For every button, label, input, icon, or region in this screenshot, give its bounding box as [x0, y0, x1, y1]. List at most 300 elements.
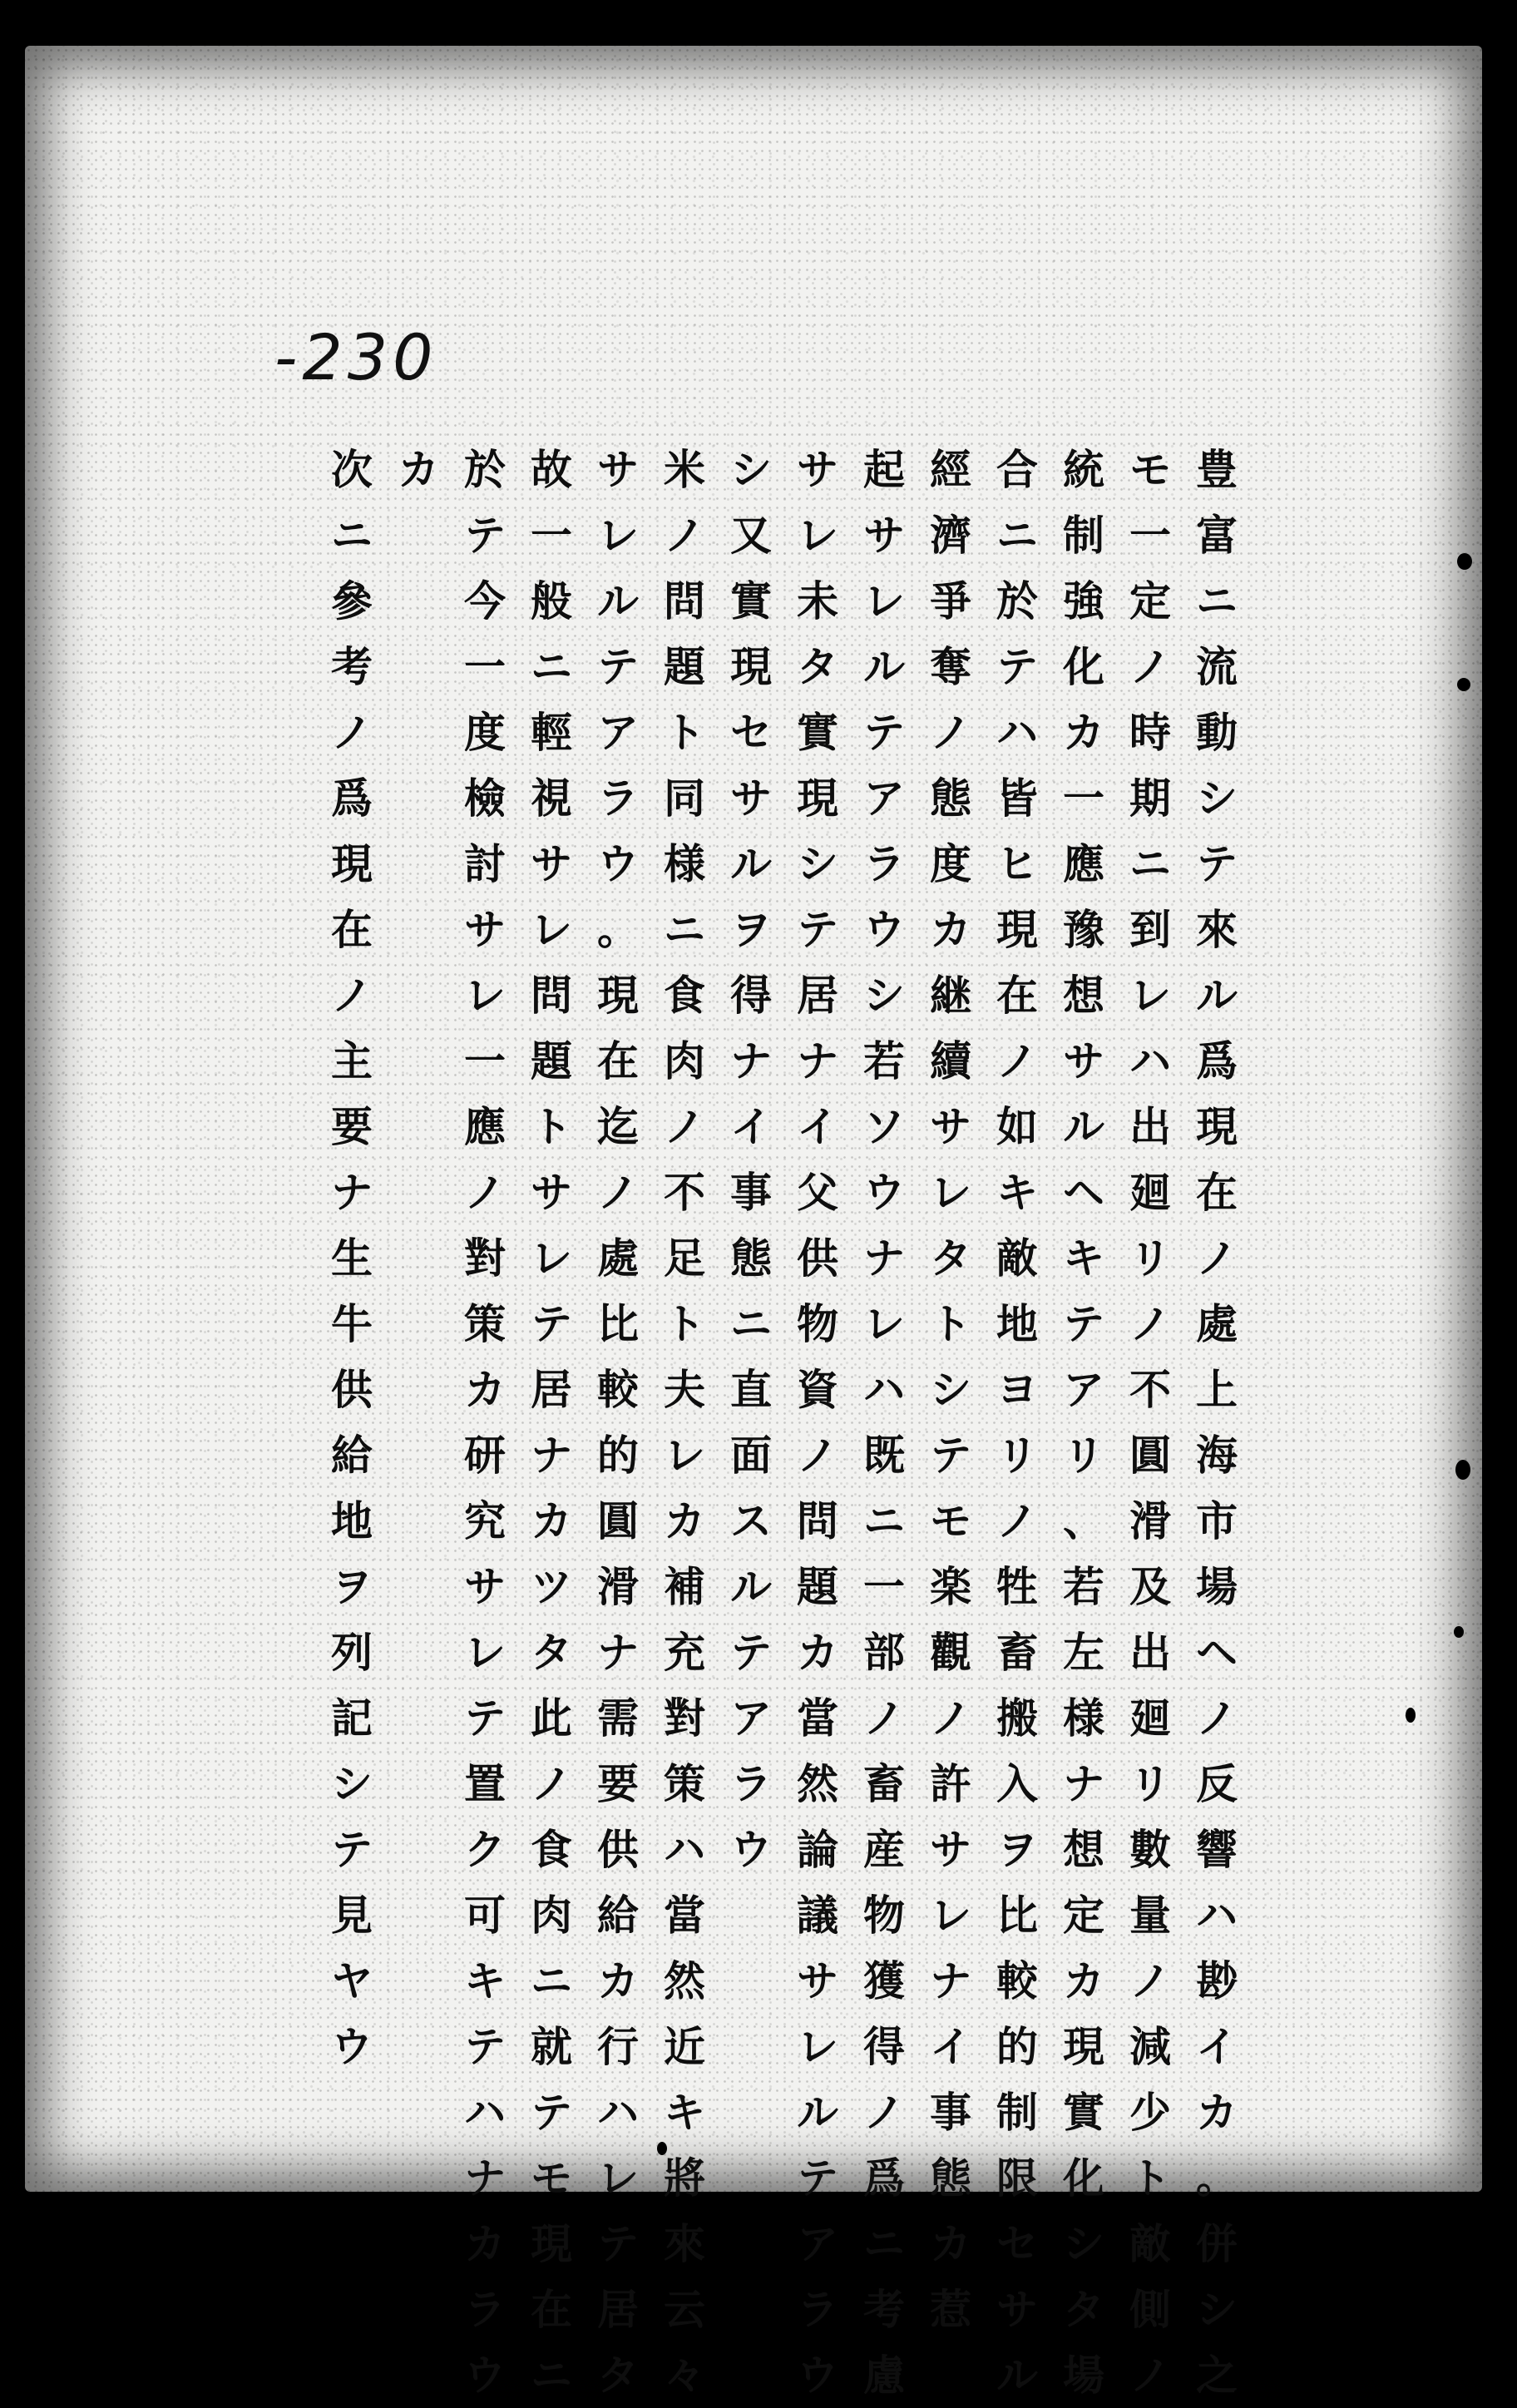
glyph: ル — [863, 642, 905, 691]
glyph: 在 — [996, 971, 1038, 1020]
glyph: ラ — [464, 2285, 506, 2334]
glyph: ル — [1063, 1102, 1104, 1151]
glyph: 少 — [1129, 2088, 1171, 2137]
glyph: カ — [1063, 708, 1104, 757]
glyph: ス — [730, 1496, 772, 1545]
glyph: 當 — [797, 1694, 838, 1743]
glyph: 次 — [331, 445, 373, 494]
glyph: 圓 — [597, 1496, 639, 1545]
glyph: シ — [331, 1759, 373, 1808]
glyph: カ — [930, 905, 971, 954]
glyph: ウ — [863, 1168, 905, 1217]
glyph: ナ — [531, 1431, 572, 1480]
glyph: サ — [797, 445, 838, 494]
glyph: 般 — [531, 576, 572, 625]
glyph: ヤ — [331, 1956, 373, 2005]
glyph: 一 — [531, 511, 572, 560]
glyph: 此 — [531, 1694, 572, 1743]
glyph: 近 — [664, 2022, 705, 2071]
glyph: 實 — [1063, 2088, 1104, 2137]
text-column — [1055, 437, 1113, 2400]
glyph: 究 — [464, 1496, 506, 1545]
glyph: ノ — [331, 708, 373, 757]
glyph: ハ — [464, 2088, 506, 2137]
glyph: キ — [664, 2088, 705, 2137]
glyph: 在 — [531, 2285, 572, 2334]
glyph: 想 — [1063, 971, 1104, 1020]
glyph: 議 — [797, 1891, 838, 1940]
glyph: 制 — [1063, 511, 1104, 560]
glyph: 合 — [996, 445, 1038, 494]
glyph: 度 — [930, 839, 971, 888]
glyph: 現 — [1063, 2022, 1104, 2071]
glyph: 比 — [996, 1891, 1038, 1940]
glyph: ノ — [1196, 1694, 1238, 1743]
glyph: 一 — [1063, 774, 1104, 823]
glyph: 需 — [597, 1694, 639, 1743]
glyph: 居 — [797, 971, 838, 1020]
glyph: 來 — [664, 2219, 705, 2268]
glyph: ノ — [464, 1168, 506, 1217]
glyph: 慮 — [863, 2351, 905, 2400]
glyph: レ — [597, 2153, 639, 2203]
vertical-text-block — [331, 437, 1246, 2400]
glyph: 上 — [1196, 1365, 1238, 1414]
glyph: 可 — [464, 1891, 506, 1940]
glyph: 題 — [797, 1562, 838, 1611]
glyph: 現 — [730, 642, 772, 691]
glyph: レ — [863, 1299, 905, 1348]
text-column — [722, 437, 780, 1934]
glyph: カ — [1196, 2088, 1238, 2137]
glyph: 食 — [664, 971, 705, 1020]
glyph: ヲ — [730, 905, 772, 954]
glyph: 敵 — [996, 1234, 1038, 1283]
glyph: ノ — [1129, 1299, 1171, 1348]
glyph: 定 — [1129, 576, 1171, 625]
glyph: 度 — [464, 708, 506, 757]
glyph: 在 — [1196, 1168, 1238, 1217]
glyph: ウ — [797, 2351, 838, 2400]
page-number: -230 — [274, 320, 438, 394]
glyph: 動 — [1196, 708, 1238, 757]
glyph: 然 — [664, 1956, 705, 2005]
glyph: 敵 — [1129, 2219, 1171, 2268]
glyph: ウ — [464, 2351, 506, 2400]
glyph: レ — [664, 1431, 705, 1480]
glyph: ハ — [597, 2088, 639, 2137]
glyph: キ — [996, 1168, 1038, 1217]
glyph: ノ — [531, 1759, 572, 1808]
glyph: サ — [930, 1825, 971, 1874]
glyph: 産 — [863, 1825, 905, 1874]
glyph: ウ — [730, 1825, 772, 1874]
glyph: 主 — [331, 1036, 373, 1085]
glyph: タ — [597, 2351, 639, 2400]
glyph: テ — [1063, 1299, 1104, 1348]
glyph: ニ — [863, 1496, 905, 1545]
glyph: 流 — [1196, 642, 1238, 691]
glyph: 強 — [1063, 576, 1104, 625]
glyph: 處 — [597, 1234, 639, 1283]
glyph: 列 — [331, 1628, 373, 1677]
glyph: 。 — [1196, 2153, 1238, 2203]
glyph: 爲 — [1196, 1036, 1238, 1085]
glyph: 參 — [331, 576, 373, 625]
glyph: 充 — [664, 1628, 705, 1677]
ink-blot — [1457, 553, 1472, 570]
glyph: シ — [1196, 2285, 1238, 2334]
glyph: 不 — [664, 1168, 705, 1217]
glyph: テ — [464, 511, 506, 560]
glyph: 場 — [1063, 2351, 1104, 2400]
glyph: 到 — [1129, 905, 1171, 954]
glyph: 於 — [464, 445, 506, 494]
glyph: ハ — [996, 708, 1038, 757]
glyph: ナ — [331, 1168, 373, 1217]
glyph: ル — [1196, 971, 1238, 1020]
glyph: ノ — [664, 511, 705, 560]
glyph: ナ — [930, 1956, 971, 2005]
glyph: 在 — [597, 1036, 639, 1085]
glyph: ニ — [531, 1956, 572, 2005]
glyph: 較 — [996, 1956, 1038, 2005]
glyph: 給 — [331, 1431, 373, 1480]
glyph: ノ — [863, 2088, 905, 2137]
glyph: テ — [531, 2088, 572, 2137]
glyph: ナ — [797, 1036, 838, 1085]
glyph: 供 — [331, 1365, 373, 1414]
glyph: 的 — [996, 2022, 1038, 2071]
glyph: テ — [730, 1628, 772, 1677]
glyph: 考 — [863, 2285, 905, 2334]
glyph: ニ — [664, 905, 705, 954]
glyph: 云 — [664, 2285, 705, 2334]
glyph: ノ — [331, 971, 373, 1020]
glyph: レ — [930, 1891, 971, 1940]
glyph: 惹 — [930, 2285, 971, 2334]
glyph: ナ — [464, 2153, 506, 2203]
glyph: ノ — [597, 1168, 639, 1217]
glyph: キ — [464, 1956, 506, 2005]
glyph: ト — [1129, 2153, 1171, 2203]
glyph: タ — [930, 1234, 971, 1283]
glyph: 化 — [1063, 642, 1104, 691]
glyph: 濟 — [930, 511, 971, 560]
glyph: サ — [1063, 1036, 1104, 1085]
glyph: 爲 — [863, 2153, 905, 2203]
glyph: 反 — [1196, 1759, 1238, 1808]
glyph: タ — [531, 1628, 572, 1677]
glyph: 討 — [464, 839, 506, 888]
glyph: タ — [1063, 2285, 1104, 2334]
glyph: カ — [930, 2219, 971, 2268]
glyph: 側 — [1129, 2285, 1171, 2334]
glyph: 檢 — [464, 774, 506, 823]
glyph: ナ — [597, 1628, 639, 1677]
glyph: レ — [597, 511, 639, 560]
glyph: 一 — [464, 642, 506, 691]
glyph: ノ — [664, 1102, 705, 1151]
glyph: 在 — [331, 905, 373, 954]
glyph: ヒ — [996, 839, 1038, 888]
glyph: ル — [597, 576, 639, 625]
glyph: シ — [863, 971, 905, 1020]
glyph: サ — [863, 511, 905, 560]
glyph: ア — [597, 708, 639, 757]
glyph: テ — [797, 905, 838, 954]
glyph: ハ — [1129, 1036, 1171, 1085]
glyph: テ — [930, 1431, 971, 1480]
glyph: 事 — [730, 1168, 772, 1217]
glyph: 許 — [930, 1759, 971, 1808]
glyph: 様 — [1063, 1694, 1104, 1743]
glyph: ハ — [863, 1365, 905, 1414]
glyph: 實 — [730, 576, 772, 625]
glyph: 現 — [331, 839, 373, 888]
text-column — [788, 437, 847, 2400]
glyph: ル — [730, 839, 772, 888]
glyph: 起 — [863, 445, 905, 494]
glyph: 一 — [464, 1036, 506, 1085]
glyph: ル — [996, 2351, 1038, 2400]
glyph: 出 — [1129, 1102, 1171, 1151]
glyph: ニ — [331, 511, 373, 560]
glyph: ウ — [863, 905, 905, 954]
glyph: タ — [797, 642, 838, 691]
glyph: 記 — [331, 1694, 373, 1743]
glyph: ソ — [863, 1102, 905, 1151]
glyph: 之 — [1196, 2351, 1238, 2400]
glyph: 畜 — [996, 1628, 1038, 1677]
glyph: 獲 — [863, 1956, 905, 2005]
glyph: 將 — [664, 2153, 705, 2203]
glyph: 現 — [597, 971, 639, 1020]
glyph: 畜 — [863, 1759, 905, 1808]
glyph: 同 — [664, 774, 705, 823]
glyph: 足 — [664, 1234, 705, 1283]
glyph: テ — [464, 1694, 506, 1743]
glyph: テ — [464, 2022, 506, 2071]
glyph: 對 — [664, 1694, 705, 1743]
glyph: ツ — [531, 1562, 572, 1611]
glyph: 夫 — [664, 1365, 705, 1414]
glyph: 爲 — [331, 774, 373, 823]
glyph: サ — [531, 1168, 572, 1217]
glyph: 應 — [1063, 839, 1104, 888]
glyph: 供 — [597, 1825, 639, 1874]
glyph: 要 — [331, 1102, 373, 1151]
glyph: 策 — [464, 1299, 506, 1348]
glyph: 場 — [1196, 1562, 1238, 1611]
glyph: リ — [1063, 1431, 1104, 1480]
glyph: 的 — [597, 1431, 639, 1480]
glyph: 限 — [996, 2153, 1038, 2203]
glyph: レ — [863, 576, 905, 625]
glyph: 未 — [797, 576, 838, 625]
glyph: ク — [464, 1825, 506, 1874]
ink-blot — [1454, 1626, 1464, 1638]
ink-blot — [1406, 1708, 1416, 1723]
glyph: レ — [464, 971, 506, 1020]
glyph: 現 — [996, 905, 1038, 954]
text-column — [1188, 437, 1246, 2400]
glyph: 比 — [597, 1299, 639, 1348]
glyph: ラ — [597, 774, 639, 823]
glyph: 廻 — [1129, 1694, 1171, 1743]
glyph: 實 — [797, 708, 838, 757]
glyph: 現 — [531, 2219, 572, 2268]
glyph: 市 — [1196, 1496, 1238, 1545]
glyph: イ — [1196, 2022, 1238, 2071]
glyph: 直 — [730, 1365, 772, 1414]
glyph: ナ — [863, 1234, 905, 1283]
glyph: 見 — [331, 1891, 373, 1940]
glyph: テ — [863, 708, 905, 757]
glyph: ヲ — [331, 1562, 373, 1611]
glyph: ル — [730, 1562, 772, 1611]
glyph: 故 — [531, 445, 572, 494]
glyph: レ — [464, 1628, 506, 1677]
glyph: 皆 — [996, 774, 1038, 823]
glyph: テ — [996, 642, 1038, 691]
glyph: 滑 — [597, 1562, 639, 1611]
glyph: ト — [531, 1102, 572, 1151]
glyph: テ — [597, 642, 639, 691]
glyph: ノ — [930, 1694, 971, 1743]
glyph: 現 — [797, 774, 838, 823]
glyph: 爭 — [930, 576, 971, 625]
glyph: ニ — [863, 2219, 905, 2268]
glyph: シ — [797, 839, 838, 888]
glyph: イ — [730, 1102, 772, 1151]
glyph: 行 — [597, 2022, 639, 2071]
glyph: ト — [664, 1299, 705, 1348]
glyph: 經 — [930, 445, 971, 494]
glyph: カ — [664, 1496, 705, 1545]
glyph: カ — [797, 1628, 838, 1677]
glyph: 肉 — [664, 1036, 705, 1085]
glyph: 様 — [664, 839, 705, 888]
glyph: 觀 — [930, 1628, 971, 1677]
glyph: 態 — [930, 2153, 971, 2203]
glyph: 部 — [863, 1628, 905, 1677]
glyph: ア — [1063, 1365, 1104, 1414]
glyph: レ — [1129, 971, 1171, 1020]
glyph: 問 — [664, 576, 705, 625]
glyph: 豫 — [1063, 905, 1104, 954]
glyph: 期 — [1129, 774, 1171, 823]
glyph: シ — [730, 445, 772, 494]
glyph: 論 — [797, 1825, 838, 1874]
glyph: レ — [930, 1168, 971, 1217]
glyph: 置 — [464, 1759, 506, 1808]
glyph: キ — [1063, 1234, 1104, 1283]
glyph: 定 — [1063, 1891, 1104, 1940]
glyph: イ — [930, 2022, 971, 2071]
glyph: 一 — [863, 1562, 905, 1611]
glyph: ニ — [1129, 839, 1171, 888]
glyph: 題 — [664, 642, 705, 691]
glyph: ル — [797, 2088, 838, 2137]
glyph: ハ — [1196, 1891, 1238, 1940]
glyph: 給 — [597, 1891, 639, 1940]
glyph: 要 — [597, 1759, 639, 1808]
glyph: サ — [464, 1562, 506, 1611]
glyph: ヘ — [1196, 1628, 1238, 1677]
ink-blot — [1457, 678, 1470, 691]
glyph: ノ — [1129, 1956, 1171, 2005]
glyph: 題 — [531, 1036, 572, 1085]
glyph: 減 — [1129, 2022, 1171, 2071]
glyph: イ — [797, 1102, 838, 1151]
glyph: 富 — [1196, 511, 1238, 560]
glyph: 居 — [531, 1365, 572, 1414]
glyph: 時 — [1129, 708, 1171, 757]
glyph: 牲 — [996, 1562, 1038, 1611]
glyph: ノ — [996, 1036, 1038, 1085]
glyph: 地 — [996, 1299, 1038, 1348]
glyph: 牛 — [331, 1299, 373, 1348]
glyph: 當 — [664, 1891, 705, 1940]
glyph: カ — [398, 445, 439, 494]
glyph: カ — [464, 1365, 506, 1414]
glyph: 豊 — [1196, 445, 1238, 494]
text-column — [323, 437, 381, 2071]
glyph: サ — [797, 1956, 838, 2005]
glyph: 應 — [464, 1102, 506, 1151]
glyph: カ — [597, 1956, 639, 2005]
text-column — [922, 437, 980, 2334]
glyph: 父 — [797, 1168, 838, 1217]
glyph: 奪 — [930, 642, 971, 691]
glyph: 如 — [996, 1102, 1038, 1151]
glyph: 一 — [1129, 511, 1171, 560]
glyph: ト — [664, 708, 705, 757]
glyph: 較 — [597, 1365, 639, 1414]
glyph: サ — [930, 1102, 971, 1151]
glyph: ナ — [730, 1036, 772, 1085]
glyph: 量 — [1129, 1891, 1171, 1940]
glyph: 米 — [664, 445, 705, 494]
glyph: レ — [531, 905, 572, 954]
text-column — [1121, 437, 1179, 2400]
glyph: セ — [730, 708, 772, 757]
glyph: カ — [464, 2219, 506, 2268]
glyph: 然 — [797, 1759, 838, 1808]
glyph: 及 — [1129, 1562, 1171, 1611]
glyph: テ — [531, 1299, 572, 1348]
glyph: ラ — [730, 1759, 772, 1808]
glyph: ハ — [664, 1825, 705, 1874]
glyph: 態 — [930, 774, 971, 823]
glyph: 響 — [1196, 1825, 1238, 1874]
glyph: ノ — [996, 1496, 1038, 1545]
glyph: 制 — [996, 2088, 1038, 2137]
glyph: テ — [797, 2153, 838, 2203]
glyph: ニ — [531, 2351, 572, 2400]
glyph: リ — [996, 1431, 1038, 1480]
glyph: 物 — [797, 1299, 838, 1348]
glyph: シ — [1196, 774, 1238, 823]
glyph: レ — [531, 1234, 572, 1283]
glyph: リ — [1129, 1759, 1171, 1808]
glyph: ノ — [1129, 642, 1171, 691]
glyph: 研 — [464, 1431, 506, 1480]
text-column — [389, 437, 447, 1934]
glyph: 左 — [1063, 1628, 1104, 1677]
glyph: 對 — [464, 1234, 506, 1283]
